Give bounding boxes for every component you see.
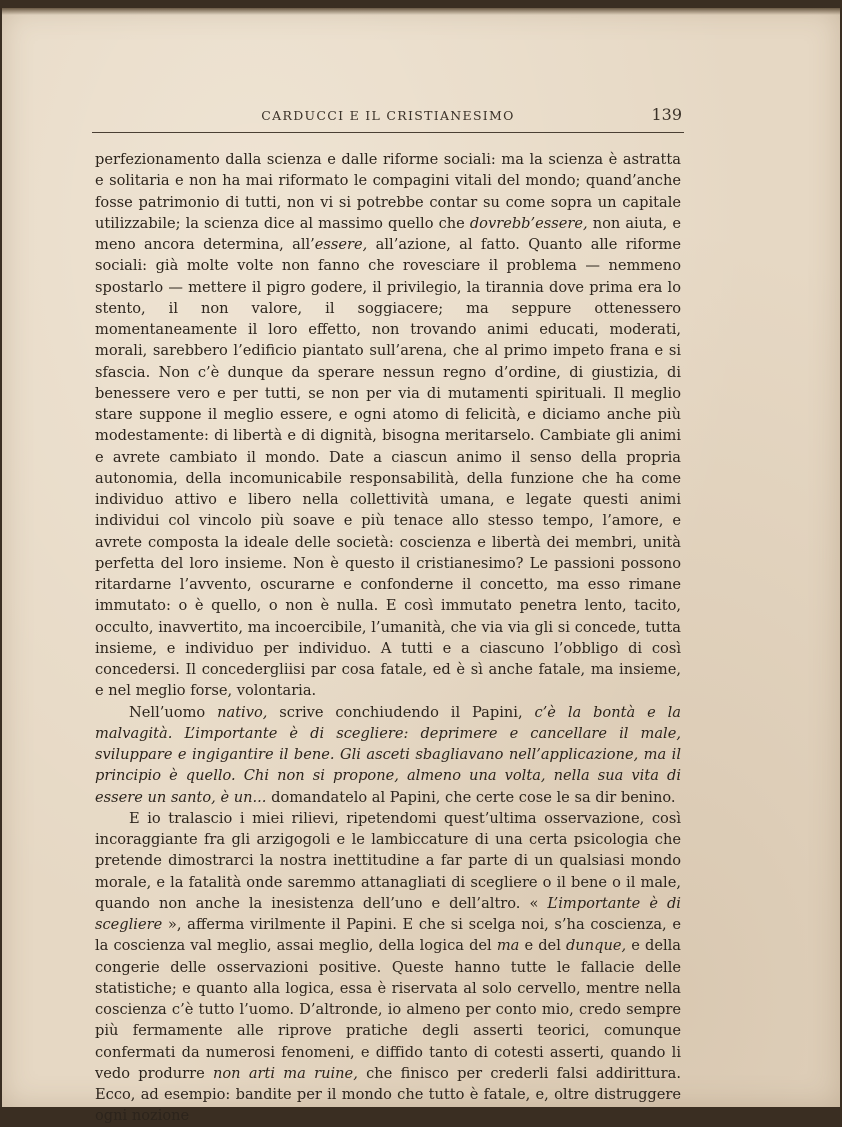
text-run: perfezionamento dalla scienza e dalle riforme sociali: ma la scienza è astratta e solitaria e non ha mai riformato le compagini vitali del mondo; quand’anche fosse patrimonio di tutti, non vi si potrebbe contar su come sopra un capitale utilizzabile; la scienza dice al massimo quello che: [95, 151, 681, 232]
body-text: [95, 149, 681, 1127]
italic-run: essere,: [314, 236, 368, 253]
italic-run: dovrebb’essere,: [469, 214, 588, 232]
text-run: e della congerie delle osservazioni positive. Queste hanno tutte le fallacie delle statistiche; e quanto alla logica, essa è riservata al solo cervello, mentre nella coscienza c’è tutto l’uomo. D’altronde, io almeno per conto mio, credo sempre più fermamente alle riprove pratiche degli asserti teorici, comunque confermati da numerosi fenomeni, e diffido tanto di cotesti asserti, quando li vedo produrre: [95, 937, 681, 1082]
header-rule: [92, 132, 684, 133]
running-title: CARDUCCI E IL CRISTIANESIMO: [261, 108, 515, 123]
text-run: domandatelo al Papini, che certe cose le sa dir benino.: [266, 788, 676, 806]
text-run: Nell’uomo: [129, 703, 218, 721]
italic-run: dunque,: [565, 937, 627, 955]
text-run: e del: [519, 937, 566, 955]
paragraph-2: [95, 702, 681, 808]
italic-run: nativo,: [217, 703, 268, 721]
page-number: 139: [651, 105, 682, 124]
paragraph-3: [95, 808, 681, 1127]
italic-run: L’importante è di scegliere: [95, 894, 681, 933]
page-top-edge: [2, 8, 840, 15]
italic-run: non arti ma ruine,: [212, 1064, 358, 1082]
book-page: [2, 8, 840, 1125]
text-run: che finisco per crederli falsi addirittura. Ecco, ad esempio: bandite per il mondo che tutto è fatale, e, oltre distruggere ogni nozione: [95, 1064, 681, 1125]
italic-run: ma: [496, 937, 520, 955]
text-run: scrive conchiudendo il Papini,: [267, 703, 535, 721]
running-head: [92, 104, 684, 134]
italic-run: c’è la bontà e la malvagità. L’importante è di scegliere: deprimere e cancellare il male, sviluppare e ingigantire il bene. Gli asceti sbagliavano nell’applicazione, ma il principio è quello. Chi non si propone, almeno una volta, nella sua vita di essere un santo, è un...: [95, 703, 681, 806]
text-run: », afferma virilmente il Papini. E che si scelga noi, s’ha coscienza, e la coscienza val meglio, assai meglio, della logica del: [95, 916, 681, 955]
paragraph-1: [95, 149, 681, 702]
text-run: non aiuta, e meno ancora determina, all’: [95, 214, 682, 253]
text-run: E io tralascio i miei rilievi, ripetendomi quest’ultima osservazione, così incoraggiante fra gli arzigogoli e le lambiccature di una certa psicologia che pretende dimostrarci la nostra inettitudine a far parte di un qualsiasi mondo morale, e la fatalità onde saremmo attanagliati di scegliere o il bene o il male, quando non anche la inesistenza dell’uno e dell’altro. «: [95, 809, 681, 912]
text-run: all’azione, al fatto. Quanto alle riforme sociali: già molte volte non fanno che rovesciare il problema — nemmeno spostarlo — mettere il pigro godere, il privilegio, la tirannia dove prima era lo stento, il non valore, il soggiacere; ma seppure ottenessero momentaneamente il loro effetto, non trovando animi educati, moderati, morali, sarebbero l’edificio piantato sull’arena, che al primo impeto frana e si sfascia. Non c’è dunque da sperare nessun regno d’ordine, di giustizia, di benessere vero e per tutti, se non per via di mutamenti spirituali. Il meglio stare suppone il meglio essere, e ogni atomo di felicità, e diciamo anche più modestamente: di libertà e di dignità, bisogna meritarselo. Cambiate gli animi e avrete cambiato il mondo. Date a ciascun animo il senso della propria autonomia, della incomunicabile responsabilità, della funzione che ha come individuo attivo e libero nella collettività umana, e legate questi animi individui col vincolo più soave e più tenace allo stesso tempo, l’amore, e avrete composta la ideale delle società: coscienza e libertà dei membri, unità perfetta del loro insieme. Non è questo il cristianesimo? Le passioni possono ritardarne l’avvento, oscurarne e confonderne il concetto, ma esso rimane immutato: o è quello, o non è nulla. E così immutato penetra lento, tacito, occulto, inavvertito, ma incoercibile, l’umanità, che via via gli si concede, tutta insieme, e individuo per individuo. A tutti e a ciascuno l’obbligo di così concedersi. Il concedergliisi par cosa fatale, ed è sì anche fatale, ma insieme, e nel meglio forse, volontaria.: [95, 236, 681, 700]
